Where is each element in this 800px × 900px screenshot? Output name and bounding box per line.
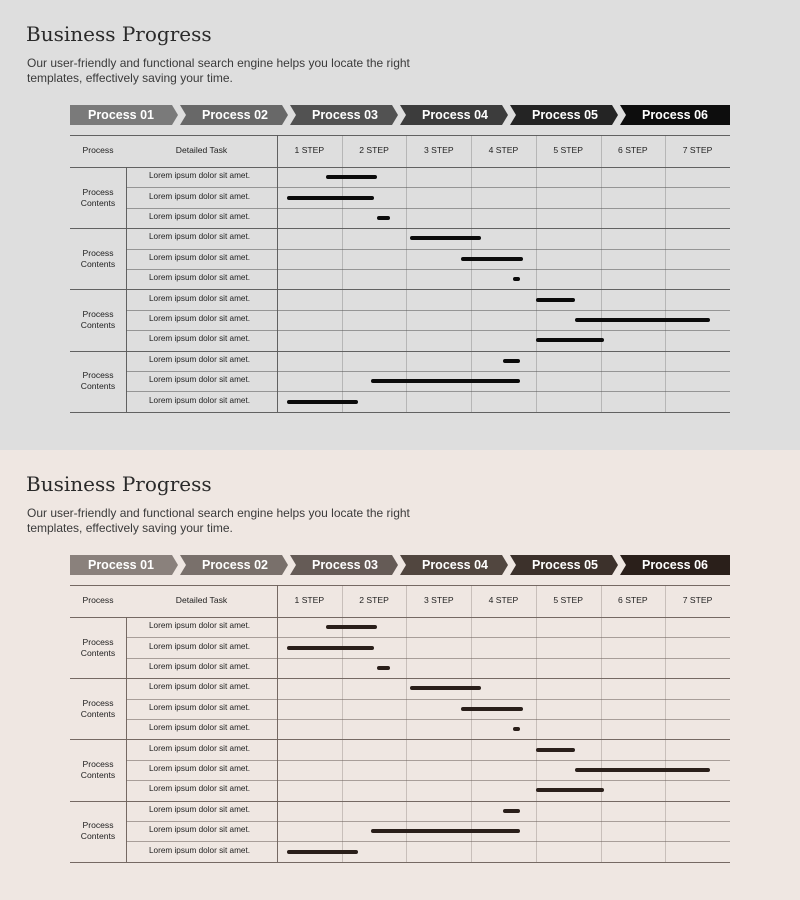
row-divider bbox=[70, 289, 730, 290]
row-divider bbox=[126, 699, 730, 700]
header-step: 4 STEP bbox=[488, 595, 519, 605]
row-divider bbox=[126, 780, 730, 781]
process-chevron-label: Process 03 bbox=[311, 558, 379, 572]
row-divider bbox=[126, 269, 730, 270]
gantt-bar bbox=[287, 196, 374, 200]
group-label: Process Contents bbox=[80, 370, 116, 392]
row-divider bbox=[70, 167, 730, 168]
task-label: Lorem ipsum dolor sit amet. bbox=[149, 764, 251, 773]
row-divider bbox=[126, 391, 730, 392]
column-divider bbox=[126, 678, 127, 739]
process-chevron bbox=[290, 555, 400, 575]
process-chevron-label: Process 02 bbox=[201, 558, 269, 572]
header-step: 6 STEP bbox=[618, 145, 648, 155]
row-divider bbox=[126, 719, 730, 720]
column-divider bbox=[126, 167, 127, 228]
task-label: Lorem ipsum dolor sit amet. bbox=[149, 212, 251, 221]
task-label: Lorem ipsum dolor sit amet. bbox=[149, 252, 251, 262]
header-step: 1 STEP bbox=[294, 595, 325, 605]
task-label: Lorem ipsum dolor sit amet. bbox=[149, 845, 251, 855]
process-chevron-label: Process 05 bbox=[531, 108, 599, 122]
group-label: Process Contents bbox=[80, 186, 116, 208]
gantt-bar bbox=[575, 318, 711, 322]
gantt-bar bbox=[461, 257, 522, 261]
task-label: Lorem ipsum dolor sit amet. bbox=[149, 354, 251, 364]
row-divider bbox=[126, 330, 730, 331]
task-label: Lorem ipsum dolor sit amet. bbox=[149, 171, 251, 181]
panel-beige bbox=[0, 450, 800, 900]
gantt-bar bbox=[371, 829, 520, 833]
task-label: Lorem ipsum dolor sit amet. bbox=[149, 641, 251, 651]
row-divider bbox=[70, 585, 730, 586]
process-chevron bbox=[400, 105, 510, 125]
gantt-bar bbox=[377, 216, 390, 220]
gantt-bar bbox=[410, 236, 481, 240]
group-label: Process Contents bbox=[80, 820, 116, 842]
task-label: Lorem ipsum dolor sit amet. bbox=[149, 273, 251, 283]
process-chevron-label: Process 06 bbox=[641, 108, 709, 122]
process-chevron-label: Process 06 bbox=[641, 558, 709, 572]
process-chevron bbox=[290, 105, 400, 125]
process-chevron bbox=[70, 105, 180, 125]
page-title: Business Progress bbox=[26, 22, 212, 46]
task-label: Lorem ipsum dolor sit amet. bbox=[149, 293, 251, 303]
gantt-bar bbox=[287, 400, 358, 404]
process-chevron-label: Process 01 bbox=[87, 558, 155, 572]
gantt-bar bbox=[503, 359, 519, 363]
row-divider bbox=[70, 135, 730, 136]
row-divider bbox=[70, 739, 730, 740]
page-subtitle: Our user-friendly and functional search engine helps you locate the right templates, effectively saving your time. bbox=[27, 56, 410, 85]
header-detailed-task: Detailed Task bbox=[175, 145, 228, 155]
row-divider bbox=[126, 208, 730, 209]
column-divider bbox=[126, 228, 127, 289]
row-divider bbox=[70, 801, 730, 802]
task-label: Lorem ipsum dolor sit amet. bbox=[149, 723, 251, 733]
row-divider bbox=[126, 310, 730, 311]
header-step: 1 STEP bbox=[294, 145, 325, 155]
task-label: Lorem ipsum dolor sit amet. bbox=[149, 232, 251, 242]
header-step: 7 STEP bbox=[682, 145, 713, 155]
task-label: Lorem ipsum dolor sit amet. bbox=[149, 702, 251, 712]
process-chevron bbox=[180, 555, 290, 575]
task-label: Lorem ipsum dolor sit amet. bbox=[149, 191, 251, 201]
group-label: Process Contents bbox=[80, 247, 116, 269]
process-chevron-label: Process 03 bbox=[311, 108, 379, 122]
gantt-bar bbox=[377, 666, 390, 670]
task-label: Lorem ipsum dolor sit amet. bbox=[149, 682, 251, 692]
process-chevron bbox=[70, 555, 180, 575]
process-chevron bbox=[510, 555, 620, 575]
process-chevron-label: Process 05 bbox=[531, 558, 599, 572]
page-subtitle: Our user-friendly and functional search engine helps you locate the right templates, effectively saving your time. bbox=[27, 506, 410, 535]
row-divider bbox=[70, 412, 730, 413]
gantt-bar bbox=[287, 850, 358, 854]
gantt-bar bbox=[326, 625, 378, 629]
gantt-bar bbox=[287, 646, 374, 650]
task-label: Lorem ipsum dolor sit amet. bbox=[149, 314, 251, 323]
row-divider bbox=[126, 249, 730, 250]
column-divider bbox=[126, 739, 127, 800]
row-divider bbox=[126, 841, 730, 842]
gantt-bar bbox=[326, 175, 378, 179]
process-chevron-label: Process 04 bbox=[421, 558, 489, 572]
gantt-bar bbox=[536, 788, 604, 792]
gantt-bar bbox=[575, 768, 711, 772]
task-label: Lorem ipsum dolor sit amet. bbox=[149, 375, 251, 385]
column-divider bbox=[126, 801, 127, 862]
header-detailed-task: Detailed Task bbox=[175, 595, 228, 605]
process-chevron-label: Process 02 bbox=[201, 108, 269, 122]
gantt-bar bbox=[410, 686, 481, 690]
task-label: Lorem ipsum dolor sit amet. bbox=[149, 825, 251, 835]
gantt-bar bbox=[536, 298, 575, 302]
gantt-bar bbox=[513, 727, 519, 731]
group-label: Process Contents bbox=[80, 697, 116, 719]
header-step: 7 STEP bbox=[682, 595, 713, 605]
header-step: 5 STEP bbox=[553, 595, 583, 605]
row-divider bbox=[126, 187, 730, 188]
process-chevron bbox=[620, 105, 730, 125]
row-divider bbox=[126, 821, 730, 822]
process-chevron bbox=[510, 105, 620, 125]
header-step: 2 STEP bbox=[359, 145, 389, 155]
task-label: Lorem ipsum dolor sit amet. bbox=[149, 395, 251, 405]
row-divider bbox=[126, 658, 730, 659]
process-chevron bbox=[180, 105, 290, 125]
gantt-bar bbox=[536, 748, 575, 752]
header-process: Process bbox=[82, 145, 114, 155]
header-step: 3 STEP bbox=[423, 145, 454, 155]
gantt-table bbox=[70, 585, 730, 862]
process-chevron bbox=[400, 555, 510, 575]
page-title: Business Progress bbox=[26, 472, 212, 496]
header-step: 4 STEP bbox=[488, 145, 519, 155]
gantt-bar bbox=[513, 277, 519, 281]
group-label: Process Contents bbox=[80, 759, 116, 780]
task-label: Lorem ipsum dolor sit amet. bbox=[149, 804, 251, 814]
process-chevron bbox=[620, 555, 730, 575]
column-divider bbox=[126, 351, 127, 412]
column-divider bbox=[126, 617, 127, 678]
group-label: Process Contents bbox=[80, 309, 116, 330]
gantt-table bbox=[70, 135, 730, 412]
row-divider bbox=[126, 637, 730, 638]
row-divider bbox=[70, 862, 730, 863]
task-label: Lorem ipsum dolor sit amet. bbox=[149, 743, 251, 753]
process-chevron-label: Process 01 bbox=[87, 108, 155, 122]
process-chevron-row bbox=[70, 105, 730, 125]
gantt-bar bbox=[503, 809, 519, 813]
row-divider bbox=[70, 617, 730, 618]
task-label: Lorem ipsum dolor sit amet. bbox=[149, 621, 251, 631]
task-label: Lorem ipsum dolor sit amet. bbox=[149, 784, 251, 794]
gantt-bar bbox=[371, 379, 520, 383]
row-divider bbox=[70, 678, 730, 679]
row-divider bbox=[70, 228, 730, 229]
header-process: Process bbox=[82, 595, 114, 605]
header-step: 3 STEP bbox=[423, 595, 454, 605]
header-step: 5 STEP bbox=[553, 145, 583, 155]
task-label: Lorem ipsum dolor sit amet. bbox=[149, 334, 251, 344]
row-divider bbox=[126, 760, 730, 761]
task-label: Lorem ipsum dolor sit amet. bbox=[149, 662, 251, 671]
header-step: 2 STEP bbox=[359, 595, 389, 605]
gantt-bar bbox=[536, 338, 604, 342]
row-divider bbox=[126, 371, 730, 372]
header-step: 6 STEP bbox=[618, 595, 648, 605]
group-label: Process Contents bbox=[80, 636, 116, 658]
process-chevron-label: Process 04 bbox=[421, 108, 489, 122]
row-divider bbox=[70, 351, 730, 352]
process-chevron-row bbox=[70, 555, 730, 575]
gantt-bar bbox=[461, 707, 522, 711]
column-divider bbox=[126, 289, 127, 350]
